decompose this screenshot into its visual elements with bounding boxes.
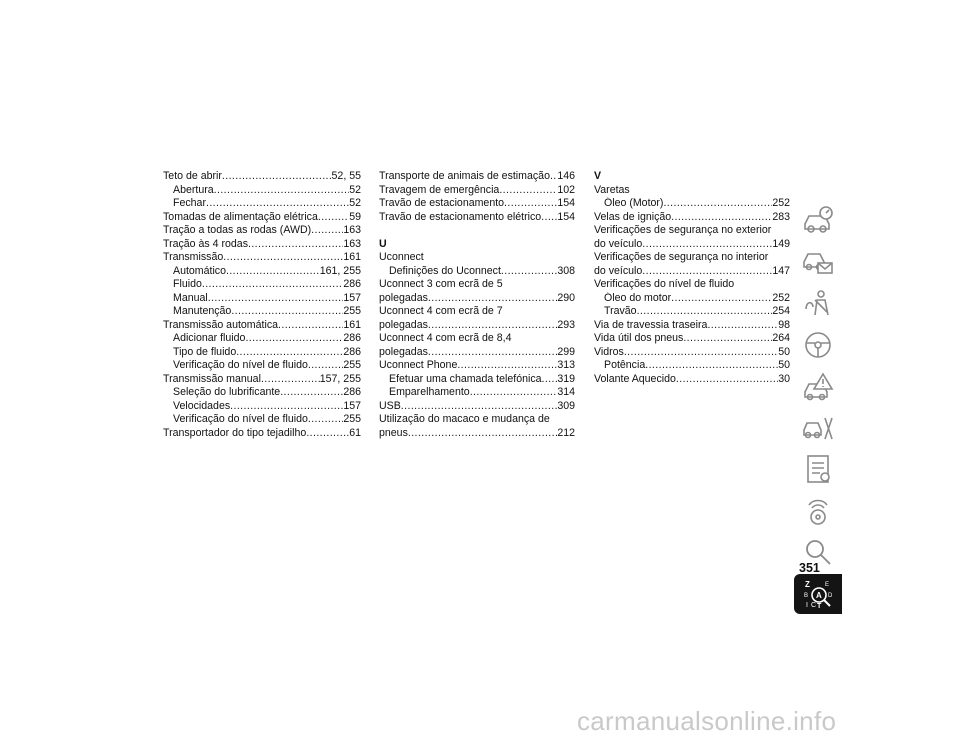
dot-leader xyxy=(499,184,557,198)
car-dashboard-icon xyxy=(801,204,835,236)
index-subentry xyxy=(594,292,790,306)
dot-leader xyxy=(231,305,343,319)
dot-leader xyxy=(280,386,343,400)
entry-label: Seleção do lubrificante xyxy=(173,386,281,398)
page-reference: 309 xyxy=(557,399,575,412)
index-subentry xyxy=(163,359,361,373)
tab-alphabetical-index[interactable] xyxy=(794,574,842,614)
page-reference: 212 xyxy=(557,426,575,439)
index-entry xyxy=(379,184,575,198)
entry-label: Abertura xyxy=(173,183,214,196)
entry-label: Verificação do nível de fluido xyxy=(173,413,308,425)
entry-label: Emparelhamento xyxy=(389,386,470,398)
entry-label: Verificação do nível de fluido xyxy=(173,359,308,371)
index-heading: Uconnect 3 com ecrã de 5 xyxy=(379,278,503,290)
entry-label: Transportador do tipo tejadilho xyxy=(163,426,307,439)
tab-messages[interactable] xyxy=(794,242,842,282)
page-reference: 161 xyxy=(343,318,361,331)
page-reference: 59 xyxy=(349,210,361,223)
page-reference: 314 xyxy=(557,386,575,398)
entry-label: Transmissão manual xyxy=(163,372,261,385)
page-reference: 61 xyxy=(349,426,361,439)
dot-leader xyxy=(642,238,772,252)
index-heading: Verificações do nível de fluido xyxy=(594,278,735,290)
alphabetical-index-icon xyxy=(801,578,835,610)
dot-leader xyxy=(206,197,349,211)
index-entry xyxy=(379,211,575,225)
entry-label: Manual xyxy=(173,291,208,304)
index-subentry xyxy=(594,305,790,319)
entry-label: Adicionar fluido xyxy=(173,332,246,344)
dot-leader xyxy=(663,197,772,211)
index-entry xyxy=(379,170,575,184)
index-letter: A xyxy=(816,590,822,600)
page-reference: 157 xyxy=(343,399,361,412)
entry-label: Travagem de emergência xyxy=(379,183,500,196)
section-letter: U xyxy=(379,237,387,250)
entry-label: polegadas xyxy=(379,291,428,304)
entry-label: Vidros xyxy=(594,345,624,358)
index-entry xyxy=(379,346,575,360)
index-column-2 xyxy=(379,170,575,440)
dot-leader xyxy=(236,346,343,360)
tab-driving[interactable] xyxy=(794,325,842,365)
index-heading: Verificações de segurança no interior xyxy=(594,251,769,263)
page-reference: 161, 255 xyxy=(319,264,361,277)
index-letter: T xyxy=(817,602,822,610)
index-entry xyxy=(594,373,790,387)
page-reference: 252 xyxy=(772,197,790,209)
entry-label: Travão de estacionamento elétrico xyxy=(379,210,542,223)
dot-leader xyxy=(428,292,557,306)
page-reference: 255 xyxy=(343,359,361,371)
page-reference: 154 xyxy=(557,210,575,223)
index-entry xyxy=(594,346,790,360)
page-number: 351 xyxy=(799,561,820,575)
entry-label: polegadas xyxy=(379,318,428,331)
dot-leader xyxy=(637,305,773,319)
dot-leader xyxy=(542,373,558,387)
dot-leader xyxy=(707,319,778,333)
index-column-1 xyxy=(163,170,361,440)
entry-label: Travão xyxy=(604,305,637,317)
tab-emergency[interactable] xyxy=(794,366,842,406)
tab-multimedia[interactable] xyxy=(794,491,842,531)
dot-leader xyxy=(208,292,344,306)
dot-leader xyxy=(676,373,778,387)
dot-leader xyxy=(408,427,557,441)
index-subentry xyxy=(379,265,575,279)
section-letter: V xyxy=(594,170,602,182)
page-reference: 319 xyxy=(557,372,575,385)
index-heading: Utilização do macaco e mudança de xyxy=(379,413,550,425)
index-letter: B xyxy=(804,592,809,599)
index-subentry xyxy=(163,413,361,427)
page-reference: 157, 255 xyxy=(319,372,361,385)
index-entry xyxy=(163,427,361,441)
page-reference: 154 xyxy=(557,197,575,209)
index-heading: Varetas xyxy=(594,183,630,196)
tab-safety[interactable] xyxy=(794,283,842,323)
entry-label: Transmissão automática xyxy=(163,318,279,331)
dot-leader xyxy=(248,238,343,252)
dot-leader xyxy=(306,427,349,441)
index-entry xyxy=(594,211,790,225)
index-entry xyxy=(594,332,790,346)
entry-label: Transmissão xyxy=(163,251,224,263)
index-letter: I xyxy=(806,601,808,609)
page-reference: 254 xyxy=(772,305,790,317)
dot-leader xyxy=(501,265,557,279)
index-subentry xyxy=(163,346,361,360)
dot-leader xyxy=(222,170,332,184)
section-spacer xyxy=(379,224,575,238)
entry-label: Efetuar uma chamada telefónica xyxy=(389,372,542,385)
page-reference: 157 xyxy=(343,291,361,304)
page-reference: 313 xyxy=(557,359,575,371)
dot-leader xyxy=(223,251,343,265)
index-entry xyxy=(163,224,361,238)
page-reference: 50 xyxy=(778,345,790,358)
entry-label: Fechar xyxy=(173,197,206,209)
index-entry xyxy=(594,319,790,333)
index-subentry xyxy=(379,373,575,387)
dot-leader xyxy=(642,265,772,279)
index-entry xyxy=(379,197,575,211)
index-entry xyxy=(379,359,575,373)
entry-label: Velas de ignição xyxy=(594,210,672,223)
page-reference: 252 xyxy=(772,291,790,304)
dot-leader xyxy=(230,400,343,414)
index-subentry xyxy=(163,278,361,292)
chapter-tab-strip xyxy=(794,200,842,615)
page-reference: 286 xyxy=(343,345,361,358)
entry-label: Automático xyxy=(173,264,226,277)
index-entry xyxy=(163,319,361,333)
page-reference: 290 xyxy=(557,291,575,304)
page-reference: 299 xyxy=(557,345,575,358)
entry-label: Travão de estacionamento xyxy=(379,197,505,209)
entry-label: Velocidades xyxy=(173,399,231,412)
index-subentry xyxy=(163,400,361,414)
index-subentry xyxy=(594,197,790,211)
dot-leader xyxy=(550,170,557,184)
index-entry xyxy=(379,292,575,306)
entry-label: Fluido xyxy=(173,278,202,290)
page-reference: 255 xyxy=(343,305,361,317)
page-reference: 102 xyxy=(557,183,575,196)
dot-leader xyxy=(245,332,343,346)
tab-service[interactable] xyxy=(794,408,842,448)
index-subentry xyxy=(163,305,361,319)
index-entry xyxy=(594,238,790,252)
dot-leader xyxy=(261,373,320,387)
page-reference: 308 xyxy=(557,264,575,277)
entry-label: polegadas xyxy=(379,345,428,358)
index-entry xyxy=(379,400,575,414)
car-mail-icon xyxy=(801,246,835,278)
index-letter: Z xyxy=(805,579,810,589)
warning-car-icon xyxy=(801,370,835,402)
index-subentry xyxy=(379,386,575,400)
page-reference: 293 xyxy=(557,318,575,331)
index-heading: Uconnect 4 com ecrã de 8,4 xyxy=(379,332,512,344)
index-heading: Uconnect xyxy=(379,251,424,263)
page-reference: 264 xyxy=(772,332,790,344)
car-service-tools-icon xyxy=(801,412,835,444)
index-subentry xyxy=(163,265,361,279)
page-reference: 255 xyxy=(343,413,361,425)
page-reference: 286 xyxy=(343,332,361,344)
entry-label: Transporte de animais de estimação xyxy=(379,170,550,182)
index-entry xyxy=(163,238,361,252)
dot-leader xyxy=(308,359,343,373)
dot-leader xyxy=(541,211,557,225)
page-reference: 147 xyxy=(772,264,790,277)
page-reference: 98 xyxy=(778,318,790,331)
entry-label: Volante Aquecido xyxy=(594,372,676,385)
dot-leader xyxy=(504,197,557,211)
index-heading: Uconnect 4 com ecrã de 7 xyxy=(379,305,503,317)
index-entry xyxy=(379,427,575,441)
dot-leader xyxy=(624,346,778,360)
entry-label: pneus xyxy=(379,426,408,439)
specifications-list-icon xyxy=(801,453,835,485)
index-letter: E xyxy=(825,581,830,588)
page-reference: 50 xyxy=(778,359,790,371)
index-subentry xyxy=(163,292,361,306)
dot-leader xyxy=(683,332,772,346)
entry-label: do veículo xyxy=(594,237,643,250)
watermark: carmanualsonline.info xyxy=(577,706,837,736)
entry-label: Tomadas de alimentação elétrica xyxy=(163,210,318,223)
entry-label: Definições do Uconnect xyxy=(389,264,501,277)
index-entry xyxy=(594,265,790,279)
index-subentry xyxy=(163,332,361,346)
index-letter: C xyxy=(811,601,817,609)
dot-leader xyxy=(457,359,557,373)
dot-leader xyxy=(202,278,343,292)
page-reference: 283 xyxy=(772,210,790,223)
index-subentry xyxy=(163,184,361,198)
index-heading: Verificações de segurança no exterior xyxy=(594,224,772,236)
entry-label: Potência xyxy=(604,359,646,371)
page-reference: 163 xyxy=(343,237,361,250)
index-subentry xyxy=(594,359,790,373)
dot-leader xyxy=(428,319,557,333)
entry-label: Uconnect Phone xyxy=(379,359,458,371)
index-letter: D xyxy=(828,592,833,599)
dot-leader xyxy=(645,359,778,373)
page-reference: 286 xyxy=(343,278,361,290)
page-reference: 149 xyxy=(772,237,790,250)
steering-wheel-icon xyxy=(801,329,835,361)
index-entry xyxy=(163,373,361,387)
index-subentry xyxy=(163,197,361,211)
index-column-3 xyxy=(594,170,790,386)
dot-leader xyxy=(671,292,772,306)
page-reference: 286 xyxy=(343,386,361,398)
entry-label: Tipo de fluido xyxy=(173,345,237,358)
page-reference: 146 xyxy=(557,170,575,182)
tab-specifications[interactable] xyxy=(794,449,842,489)
entry-label: Via de travessia traseira xyxy=(594,318,708,331)
page-reference: 163 xyxy=(343,224,361,236)
index-subentry xyxy=(163,386,361,400)
dot-leader xyxy=(214,184,350,198)
entry-label: Tração às 4 rodas xyxy=(163,237,248,250)
dot-leader xyxy=(226,265,320,279)
seatbelt-airbag-icon xyxy=(801,287,835,319)
multimedia-icon xyxy=(801,495,835,527)
page-reference: 161 xyxy=(343,251,361,263)
entry-label: Teto de abrir xyxy=(163,170,222,182)
entry-label: Óleo do motor xyxy=(604,291,672,304)
entry-label: Manutenção xyxy=(173,305,232,317)
dot-leader xyxy=(308,413,343,427)
dot-leader xyxy=(401,400,558,414)
entry-label: do veículo xyxy=(594,264,643,277)
entry-label: Tração a todas as rodas (AWD) xyxy=(163,224,312,236)
page-reference: 30 xyxy=(778,372,790,385)
index-entry xyxy=(163,170,361,184)
index-entry xyxy=(163,251,361,265)
dot-leader xyxy=(470,386,558,400)
page-reference: 52, 55 xyxy=(331,170,361,182)
index-entry xyxy=(163,211,361,225)
entry-label: Óleo (Motor) xyxy=(604,197,664,209)
entry-label: Vida útil dos pneus xyxy=(594,332,684,344)
index-entry xyxy=(379,319,575,333)
entry-label: USB xyxy=(379,399,401,412)
dot-leader xyxy=(278,319,343,333)
page-reference: 52 xyxy=(349,197,361,209)
dot-leader xyxy=(311,224,343,238)
tab-dashboard[interactable] xyxy=(794,200,842,240)
dot-leader xyxy=(428,346,557,360)
page-reference: 52 xyxy=(349,183,361,196)
dot-leader xyxy=(318,211,349,225)
dot-leader xyxy=(671,211,772,225)
